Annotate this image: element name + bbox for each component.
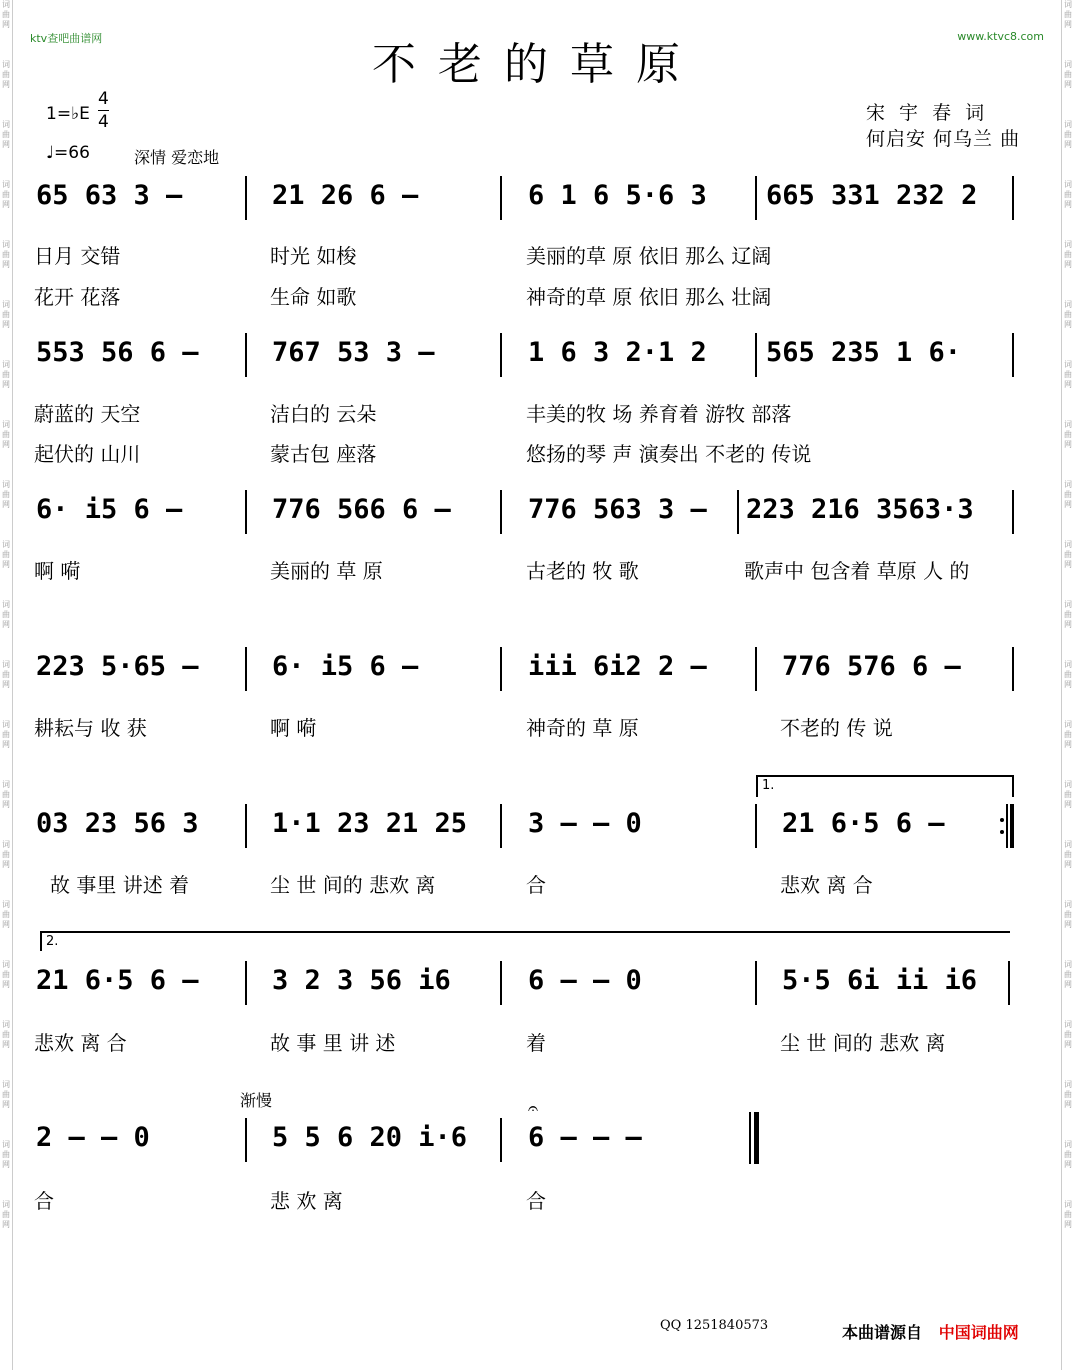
barline (245, 961, 247, 1005)
barline (1012, 176, 1014, 220)
site-watermark-right[interactable]: www.ktvc8.com (957, 30, 1044, 43)
time-signature: 4 4 (98, 89, 109, 132)
measure: 3 – – 0 (528, 808, 642, 839)
volta-bracket: 2. (40, 931, 1010, 951)
measure: 776 566 6 – (272, 494, 451, 525)
song-title: 不老的草原 (372, 39, 702, 90)
final-barline (749, 1112, 759, 1164)
measure: 5·5 6i ii i6 (782, 965, 978, 996)
volta-bracket: 1. (756, 775, 1014, 797)
lyric: 着 (526, 1031, 546, 1055)
lyric: 悲 欢 离 (270, 1189, 343, 1213)
lyric: 洁白的 云朵 (270, 402, 377, 426)
measure: 21 6·5 6 – (36, 965, 199, 996)
barline (500, 1118, 502, 1162)
lyric: 蒙古包 座落 (270, 442, 377, 466)
left-watermark-strip: 词曲网 词曲网 词曲网 词曲网 词曲网 词曲网 词曲网 词曲网 词曲网 词曲网 词曲网 词曲网 词曲网 词曲网 词曲网 词曲网 词曲网 词曲网 词曲网 词曲网 词曲网 (0, 0, 13, 1370)
tempo-marking: ♩=66 (46, 143, 90, 163)
measure: 03 23 56 3 (36, 808, 199, 839)
lyric: 不老的 传 说 (780, 716, 893, 740)
lyric: 丰美的牧 场 养育着 游牧 部落 (526, 402, 792, 426)
barline (1012, 490, 1014, 534)
barline (500, 176, 502, 220)
composer-credit: 何启安 何乌兰 曲 (866, 128, 1021, 150)
barline (737, 490, 739, 534)
quarter-note-icon: ♩ (46, 143, 55, 163)
barline (755, 333, 757, 377)
measure: 6 – – 0 (528, 965, 642, 996)
lyric: 起伏的 山川 (34, 442, 141, 466)
measure: 776 563 3 – (528, 494, 707, 525)
measure: 565 235 1 6· (766, 337, 962, 368)
lyric: 合 (526, 873, 546, 897)
lyric: 悲欢 离 合 (780, 873, 873, 897)
measure: 776 576 6 – (782, 651, 961, 682)
lyric: 蔚蓝的 天空 (34, 402, 141, 426)
lyric: 花开 花落 (34, 285, 121, 309)
source-credit: 本曲谱源自 中国词曲网 (842, 1323, 1019, 1342)
ritardando-marking: 渐慢 (240, 1091, 273, 1110)
barline (245, 490, 247, 534)
measure: 6 – – – (528, 1122, 642, 1153)
measure: 5 5 6 20 i·6 (272, 1122, 468, 1153)
lyric: 生命 如歌 (270, 285, 357, 309)
lyric: 尘 世 间的 悲欢 离 (270, 873, 436, 897)
measure: 665 331 232 2 (766, 180, 978, 211)
measure: 65 63 3 – (36, 180, 183, 211)
fermata-icon: 𝄐 (528, 1098, 539, 1119)
expression-marking: 深情 爱恋地 (134, 148, 220, 167)
lyric: 尘 世 间的 悲欢 离 (780, 1031, 946, 1055)
measure: iii 6i2 2 – (528, 651, 707, 682)
lyric: 神奇的草 原 依旧 那么 壮阔 (526, 285, 772, 309)
measure: 767 53 3 – (272, 337, 435, 368)
lyric: 啊 嗬 (34, 559, 81, 583)
lyric: 悠扬的琴 声 演奏出 不老的 传说 (526, 442, 812, 466)
lyric: 歌声中 包含着 草原 人 的 (744, 559, 970, 583)
lyric: 美丽的草 原 依旧 那么 辽阔 (526, 244, 772, 268)
barline (245, 333, 247, 377)
lyric: 合 (34, 1189, 54, 1213)
barline (1012, 333, 1014, 377)
key-signature: 1=♭E (46, 104, 90, 124)
repeat-end-barline (1000, 804, 1014, 848)
barline (500, 961, 502, 1005)
measure: 6· i5 6 – (36, 494, 183, 525)
barline (755, 961, 757, 1005)
barline (500, 490, 502, 534)
barline (755, 647, 757, 691)
measure: 21 6·5 6 – (782, 808, 945, 839)
lyric: 悲欢 离 合 (34, 1031, 127, 1055)
measure: 553 56 6 – (36, 337, 199, 368)
barline (500, 647, 502, 691)
lyric: 啊 嗬 (270, 716, 317, 740)
lyricist-credit: 宋 宇 春 词 (866, 102, 989, 124)
qq-contact: QQ 1251840573 (660, 1318, 769, 1333)
measure: 6 1 6 5·6 3 (528, 180, 707, 211)
lyric: 古老的 牧 歌 (526, 559, 639, 583)
source-site-link[interactable]: 中国词曲网 (938, 1323, 1019, 1342)
site-watermark-left[interactable]: ktv查吧曲谱网 (30, 32, 103, 45)
lyric: 美丽的 草 原 (270, 559, 383, 583)
lyric: 时光 如梭 (270, 244, 357, 268)
measure: 6· i5 6 – (272, 651, 419, 682)
barline (245, 176, 247, 220)
barline (245, 647, 247, 691)
barline (500, 804, 502, 848)
measure: 2 – – 0 (36, 1122, 150, 1153)
lyric: 故 事里 讲述 着 (50, 873, 190, 897)
measure: 1·1 23 21 25 (272, 808, 468, 839)
lyric: 合 (526, 1189, 546, 1213)
lyric: 耕耘与 收 获 (34, 716, 147, 740)
barline (245, 1118, 247, 1162)
measure: 223 5·65 – (36, 651, 199, 682)
measure: 3 2 3 56 i6 (272, 965, 451, 996)
barline (500, 333, 502, 377)
barline (1012, 647, 1014, 691)
barline (1008, 961, 1010, 1005)
barline (245, 804, 247, 848)
barline (755, 176, 757, 220)
lyric: 神奇的 草 原 (526, 716, 639, 740)
barline (755, 804, 757, 848)
lyric: 故 事 里 讲 述 (270, 1031, 396, 1055)
measure: 223 216 3563·3 (746, 494, 974, 525)
right-watermark-strip: 词曲网 词曲网 词曲网 词曲网 词曲网 词曲网 词曲网 词曲网 词曲网 词曲网 词曲网 词曲网 词曲网 词曲网 词曲网 词曲网 词曲网 词曲网 词曲网 词曲网 词曲网 (1061, 0, 1074, 1370)
lyric: 日月 交错 (34, 244, 121, 268)
measure: 1 6 3 2·1 2 (528, 337, 707, 368)
measure: 21 26 6 – (272, 180, 419, 211)
